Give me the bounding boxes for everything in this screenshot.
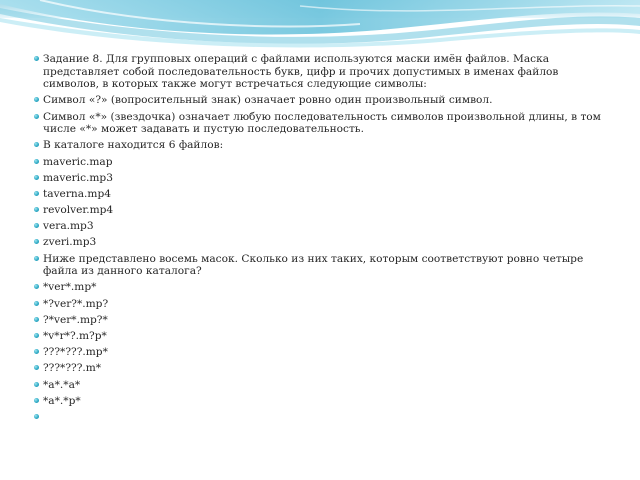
bullet-dot-icon (34, 191, 39, 196)
bullet-dot-icon (34, 365, 39, 370)
bullet-item (34, 362, 614, 375)
bullet-item (34, 220, 614, 233)
catalog-intro-text: В каталоге находится 6 файлов: (43, 139, 224, 152)
bullet-dot-icon (34, 301, 39, 306)
bullet-item (34, 139, 614, 152)
bullet-dot-icon (34, 284, 39, 289)
task-statement-text: Задание 8. Для групповых операций с файлами используются маски имён файлов. Маска представляет собой последовательность букв, цифр и прочих допустимых в именах файлов символов, в которых также могут встречаться следующие символы: (43, 53, 559, 91)
bullet-dot-icon (34, 223, 39, 228)
file-name: revolver.mp4 (43, 204, 114, 217)
mask-text: *a*.*p* (43, 394, 81, 407)
bullet-item (34, 111, 614, 136)
mask-text: ?*ver*.mp?* (43, 313, 108, 326)
bullet-item (34, 379, 614, 392)
rule-asterisk-text: Символ «*» (звездочка) означает любую последовательность символов произвольной длины, в том числе «*» может задавать и пустую последовательность. (43, 110, 601, 136)
bullet-item (34, 236, 614, 249)
bullet-dot-icon (34, 114, 39, 119)
bullet-dot-icon (34, 349, 39, 354)
bullet-item (34, 172, 614, 185)
mask-text: *ver*.mp* (43, 281, 97, 294)
mask-text: ???*???.m* (43, 362, 102, 375)
bullet-item (34, 253, 614, 278)
bullet-dot-icon (34, 398, 39, 403)
bullet-dot-icon (34, 317, 39, 322)
bullet-dot-icon (34, 239, 39, 244)
header-wave-decoration (0, 0, 640, 52)
question-text: Ниже представлено восемь масок. Сколько из них таких, которым соответствуют ровно четыре файла из данного каталога? (43, 252, 584, 278)
mask-text: *v*r*?.m?p* (43, 330, 107, 342)
bullet-dot-icon (34, 207, 39, 212)
bullet-item (34, 188, 614, 201)
bullet-item (34, 204, 614, 217)
bullet-item (34, 94, 614, 107)
bullet-item (34, 346, 614, 359)
bullet-dot-icon (34, 175, 39, 180)
bullet-dot-icon (34, 333, 39, 338)
bullet-item (34, 330, 614, 343)
mask-text: ???*???.mp* (43, 346, 108, 359)
bullet-dot-icon (34, 382, 39, 387)
bullet-item (34, 395, 614, 408)
bullet-dot-icon (34, 97, 39, 102)
bullet-item (34, 298, 614, 311)
bullet-item (34, 156, 614, 169)
bullet-dot-icon (34, 414, 39, 419)
file-name: vera.mp3 (43, 220, 94, 233)
bullet-dot-icon (34, 142, 39, 147)
bullet-dot-icon (34, 159, 39, 164)
file-name: maveric.map (43, 155, 113, 168)
bullet-item (34, 53, 614, 91)
bullet-dot-icon (34, 56, 39, 61)
file-name: maveric.mp3 (43, 171, 113, 184)
mask-text: *a*.*a* (43, 378, 81, 391)
slide-content (34, 53, 614, 411)
file-name: taverna.mp4 (43, 187, 111, 200)
bullet-item (34, 281, 614, 294)
file-name: zveri.mp3 (43, 236, 97, 249)
bullet-item (34, 314, 614, 327)
rule-question-mark-text: Символ «?» (вопросительный знак) означает ровно один произвольный символ. (43, 94, 493, 107)
bullet-dot-icon (34, 256, 39, 261)
mask-text: *?ver?*.mp? (43, 297, 109, 310)
